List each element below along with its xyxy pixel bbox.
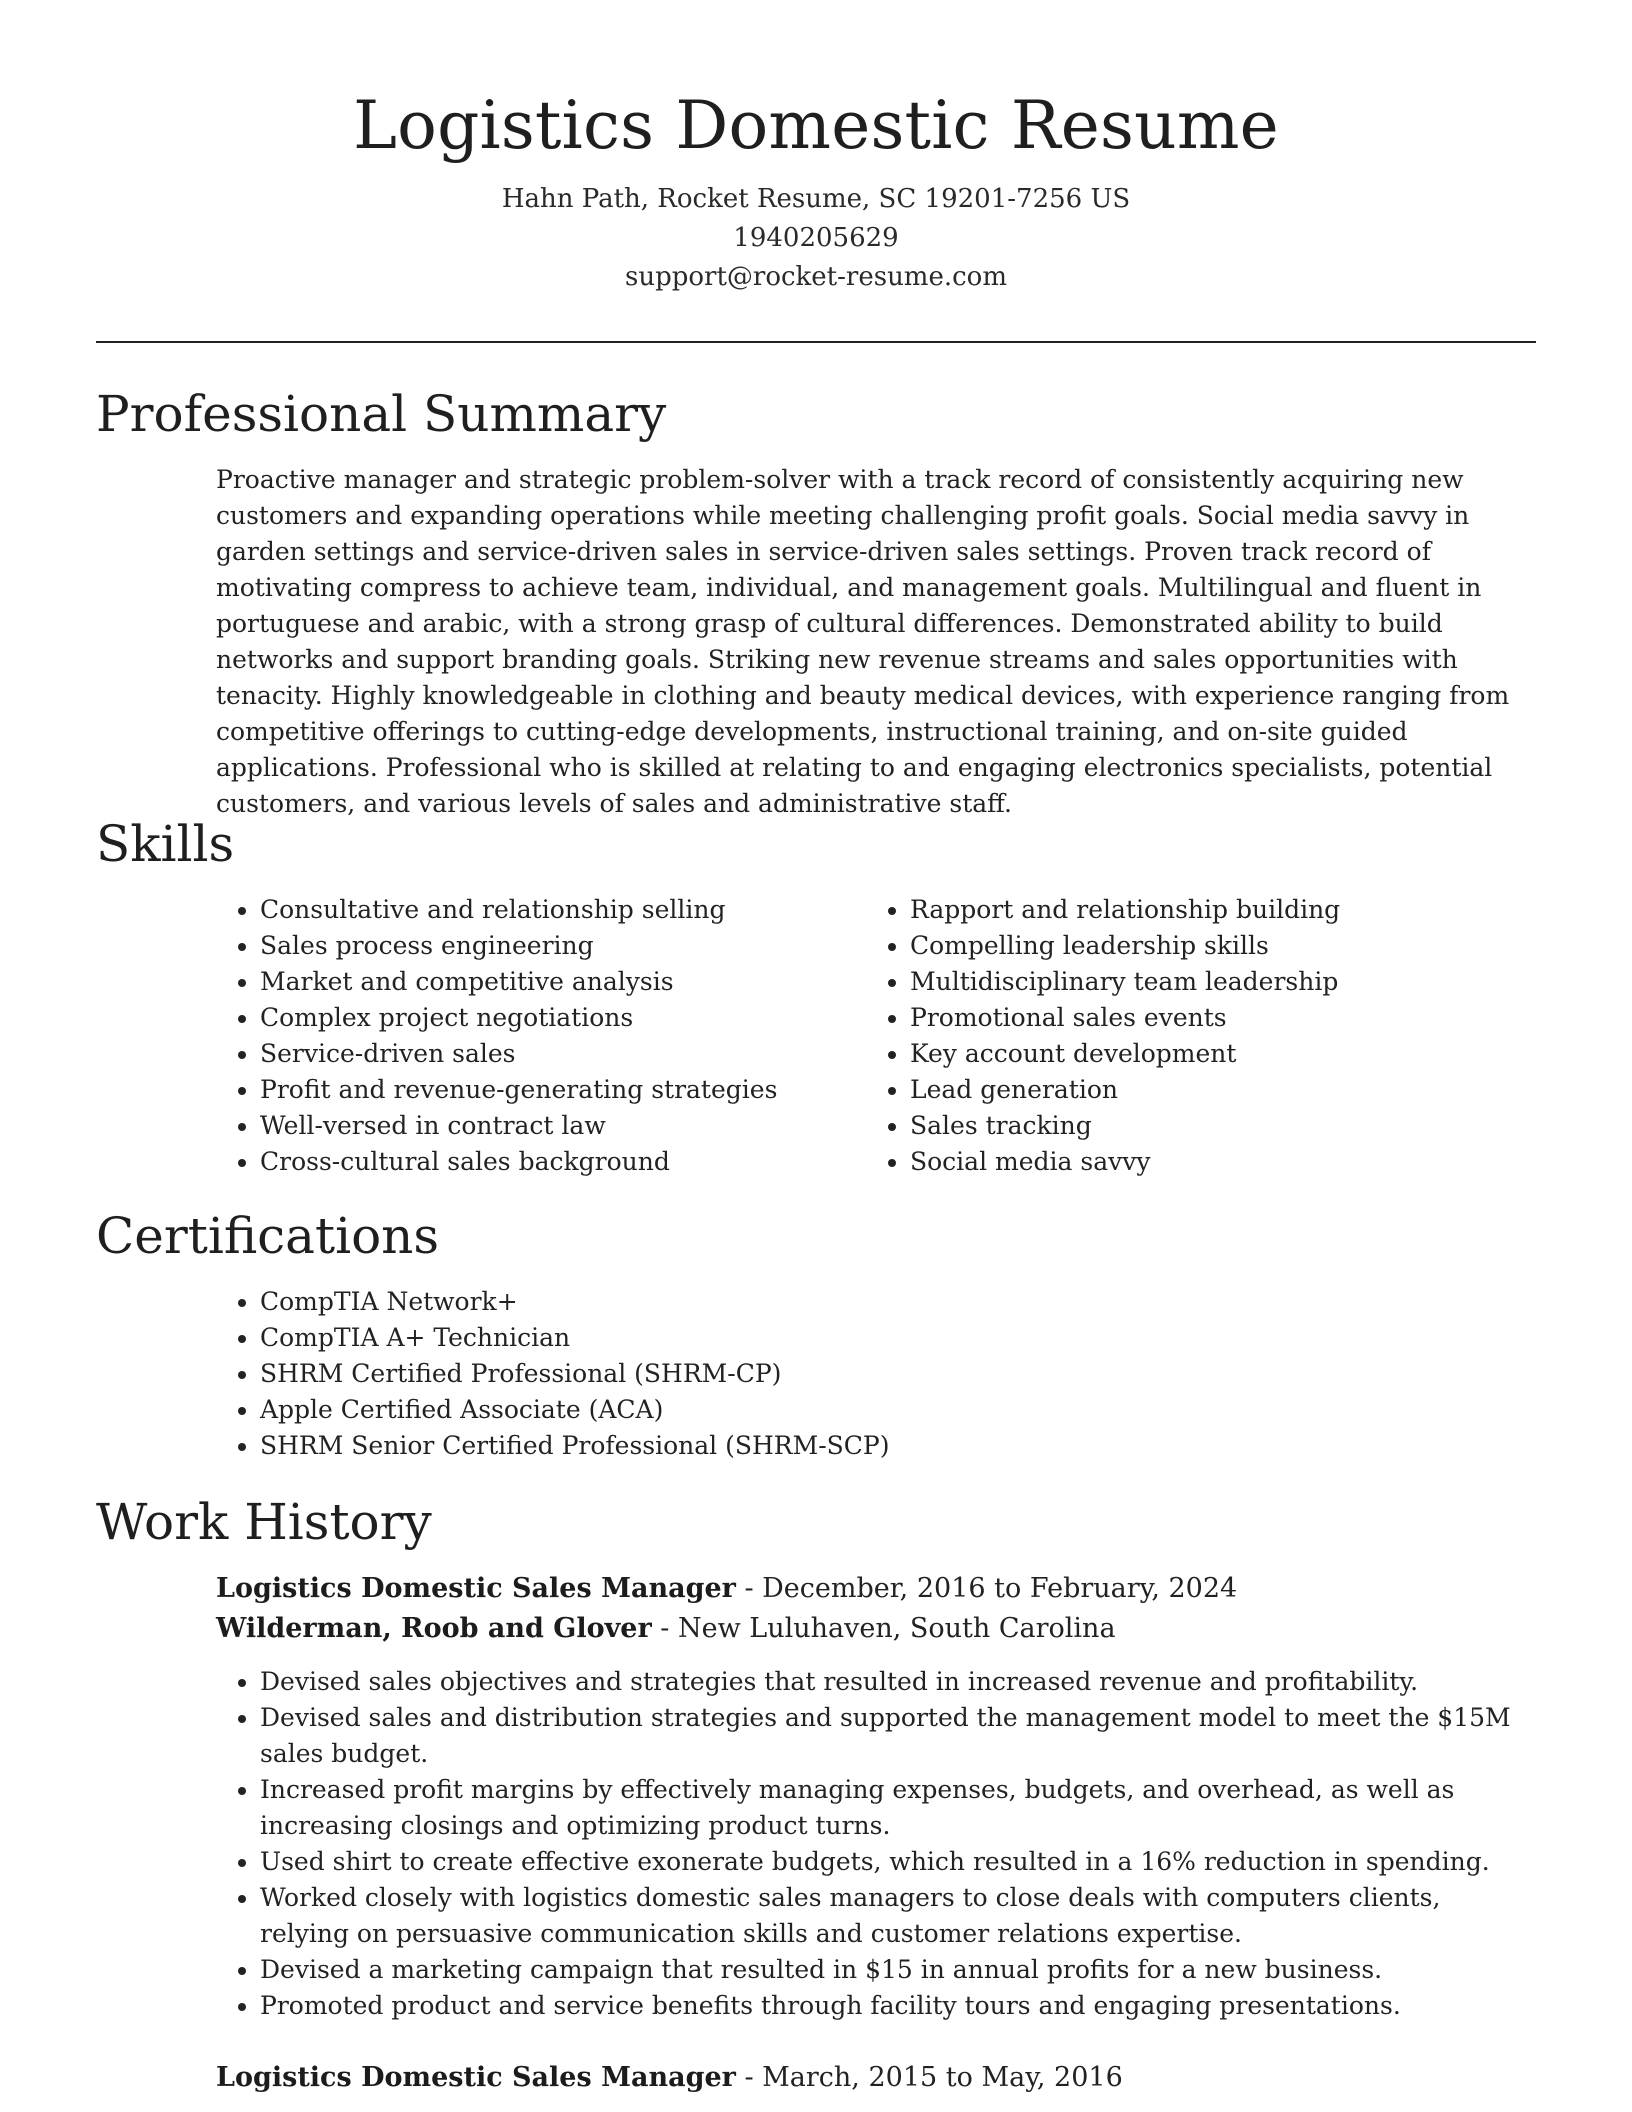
- job-duty: • Devised sales and distribution strategies and supported the management model to meet the $15M sales budget.: [260, 1700, 1536, 1772]
- job-duties-list: [216, 1664, 1536, 2024]
- summary-text: Proactive manager and strategic problem-solver with a track record of consistently acquiring new customers and expanding operations while meeting challenging profit goals. Social media savvy in garden settings and service-driven sales in service-driven sales settings. Proven track record of motivating compress to achieve team, individual, and management goals. Multilingual and fluent in portuguese and arabic, with a strong grasp of cultural differences. Demonstrated ability to build networks and support branding goals. Striking new revenue streams and sales opportunities with tenacity. Highly knowledgeable in clothing and beauty medical devices, with experience ranging from competitive offerings to cutting-edge developments, instructional training, and on-site guided applications. Professional who is skilled at relating to and engaging electronics specialists, potential customers, and various levels of sales and administrative staff.: [216, 465, 1510, 818]
- skills-list-right: [866, 892, 1550, 1180]
- certifications-list: [216, 1284, 1540, 1464]
- contact-address: Hahn Path, Rocket Resume, SC 19201-7256 US: [501, 184, 1131, 214]
- contact-phone: 1940205629: [733, 223, 899, 253]
- skill-item: • Cross-cultural sales background: [260, 1144, 860, 1180]
- certification-item: • CompTIA Network+: [260, 1284, 1540, 1320]
- job-title: Logistics Domestic Sales Manager: [216, 2062, 736, 2093]
- skills-list-left: [216, 892, 860, 1180]
- job-duty: • Worked closely with logistics domestic sales managers to close deals with computers clients, relying on persuasive communication skills and customer relations expertise.: [260, 1880, 1536, 1952]
- skill-item: • Key account development: [910, 1036, 1550, 1072]
- skill-item: • Multidisciplinary team leadership: [910, 964, 1550, 1000]
- resume-header: [96, 80, 1536, 297]
- skill-item: • Consultative and relationship selling: [260, 892, 860, 928]
- certification-item: • SHRM Certified Professional (SHRM-CP): [260, 1356, 1540, 1392]
- skill-item: • Service-driven sales: [260, 1036, 860, 1072]
- job-dates: - March, 2015 to May, 2016: [735, 2062, 1123, 2093]
- job-duty: • Used shirt to create effective exonerate budgets, which resulted in a 16% reduction in spending.: [260, 1844, 1536, 1880]
- job-duty: • Increased profit margins by effectively managing expenses, budgets, and overhead, as well as increasing closings and optimizing product turns.: [260, 1772, 1536, 1844]
- certification-item: • SHRM Senior Certified Professional (SHRM-SCP): [260, 1428, 1540, 1464]
- skill-item: • Compelling leadership skills: [910, 928, 1550, 964]
- skills-heading: Skills: [96, 815, 235, 873]
- skill-item: • Rapport and relationship building: [910, 892, 1550, 928]
- header-divider: [96, 341, 1536, 343]
- contact-email: support@rocket-resume.com: [624, 262, 1007, 292]
- job-duty: • Devised sales objectives and strategies that resulted in increased revenue and profitability.: [260, 1664, 1536, 1700]
- skill-item: • Complex project negotiations: [260, 1000, 860, 1036]
- certification-item: • CompTIA A+ Technician: [260, 1320, 1540, 1356]
- certification-item: • Apple Certified Associate (ACA): [260, 1392, 1540, 1428]
- skill-item: • Lead generation: [910, 1072, 1550, 1108]
- job-duty: • Devised a marketing campaign that resulted in $15 in annual profits for a new business.: [260, 1952, 1536, 1988]
- resume-title: Logistics Domestic Resume: [353, 87, 1279, 164]
- skill-item: • Social media savvy: [910, 1144, 1550, 1180]
- job-title-line: [216, 2058, 1123, 2098]
- work-history-heading: Work History: [96, 1493, 432, 1551]
- summary-heading: Professional Summary: [96, 385, 667, 443]
- certifications-heading: Certifications: [96, 1207, 440, 1265]
- contact-block: [96, 180, 1536, 297]
- job-title-line: [216, 1569, 1237, 1609]
- job-location: - New Luluhaven, South Carolina: [651, 1613, 1116, 1644]
- skill-item: • Promotional sales events: [910, 1000, 1550, 1036]
- skill-item: • Sales process engineering: [260, 928, 860, 964]
- skill-item: • Well-versed in contract law: [260, 1108, 860, 1144]
- job-company-line: [216, 1609, 1116, 1649]
- job-duty: • Promoted product and service benefits through facility tours and engaging presentations.: [260, 1988, 1536, 2024]
- skill-item: • Market and competitive analysis: [260, 964, 860, 1000]
- skill-item: • Sales tracking: [910, 1108, 1550, 1144]
- job-company: Wilderman, Roob and Glover: [216, 1613, 652, 1644]
- job-title: Logistics Domestic Sales Manager: [216, 1573, 736, 1604]
- skill-item: • Profit and revenue-generating strategies: [260, 1072, 860, 1108]
- job-dates: - December, 2016 to February, 2024: [735, 1573, 1238, 1604]
